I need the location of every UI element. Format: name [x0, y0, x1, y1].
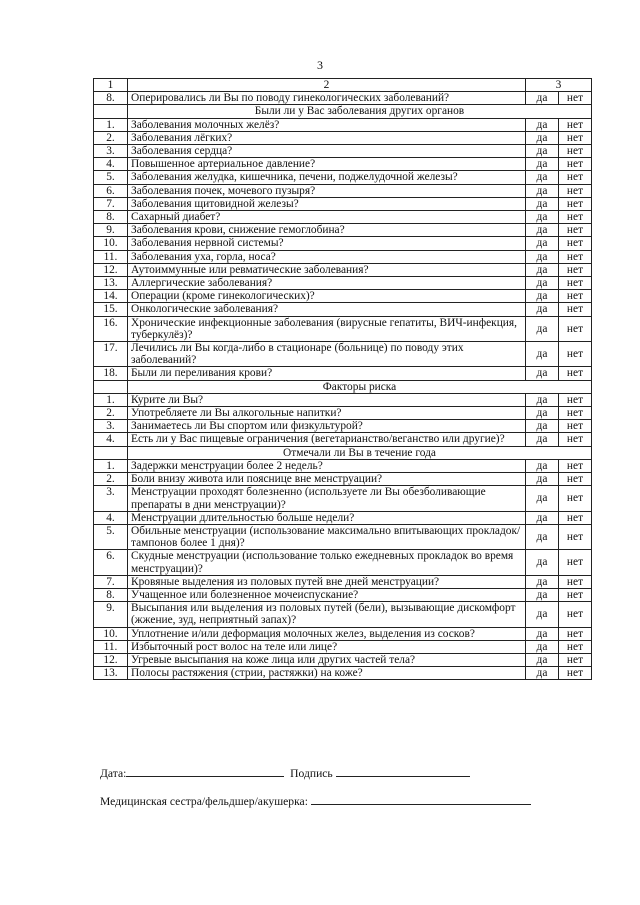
answer-yes[interactable]: да	[525, 92, 558, 105]
question-row	[94, 263, 592, 276]
nurse-line	[100, 793, 531, 808]
question-text: Обильные менструации (использование максимально впитывающих прокладок/тампонов более 1 дня)?	[128, 524, 526, 549]
question-number: 1.	[94, 118, 128, 131]
question-row	[94, 277, 592, 290]
question-number: 2.	[94, 473, 128, 486]
section-title-row	[94, 105, 592, 118]
answer-no[interactable]: нет	[558, 433, 591, 446]
answer-no[interactable]: нет	[558, 640, 591, 653]
question-number: 3.	[94, 420, 128, 433]
answer-no[interactable]: нет	[558, 263, 591, 276]
question-row	[94, 92, 592, 105]
answer-yes[interactable]: да	[525, 459, 558, 472]
answer-yes[interactable]: да	[525, 184, 558, 197]
question-number: 2.	[94, 131, 128, 144]
question-text: Учащенное или болезненное мочеиспускание?	[128, 588, 526, 601]
question-row	[94, 303, 592, 316]
question-number: 8.	[94, 92, 128, 105]
question-text: Хронические инфекционные заболевания (вирусные гепатиты, ВИЧ-инфекция, туберкулёз)?	[128, 316, 526, 341]
answer-yes[interactable]: да	[525, 367, 558, 380]
question-number: 15.	[94, 303, 128, 316]
answer-yes[interactable]: да	[525, 640, 558, 653]
question-row	[94, 118, 592, 131]
question-row	[94, 473, 592, 486]
question-row	[94, 588, 592, 601]
question-number: 9.	[94, 224, 128, 237]
answer-no[interactable]: нет	[558, 145, 591, 158]
answer-yes[interactable]: да	[525, 303, 558, 316]
answer-yes[interactable]: да	[525, 524, 558, 549]
question-text: Заболевания почек, мочевого пузыря?	[128, 184, 526, 197]
question-text: Уплотнение и/или деформация молочных желез, выделения из сосков?	[128, 627, 526, 640]
question-text: Занимаетесь ли Вы спортом или физкультурой?	[128, 420, 526, 433]
question-number: 1.	[94, 393, 128, 406]
signature-field[interactable]	[336, 765, 470, 777]
answer-no[interactable]: нет	[558, 92, 591, 105]
question-text: Заболевания сердца?	[128, 145, 526, 158]
section-title: Были ли у Вас заболевания других органов	[128, 105, 592, 118]
question-number: 18.	[94, 367, 128, 380]
answer-yes[interactable]: да	[525, 602, 558, 627]
question-row	[94, 459, 592, 472]
answer-yes[interactable]: да	[525, 197, 558, 210]
question-text: Аллергические заболевания?	[128, 277, 526, 290]
question-number: 16.	[94, 316, 128, 341]
answer-no[interactable]: нет	[558, 184, 591, 197]
question-row	[94, 393, 592, 406]
date-signature-line	[100, 765, 470, 780]
question-number: 8.	[94, 588, 128, 601]
question-row	[94, 171, 592, 184]
nurse-field[interactable]	[311, 793, 531, 805]
question-number: 4.	[94, 158, 128, 171]
question-text: Задержки менструации более 2 недель?	[128, 459, 526, 472]
question-number: 5.	[94, 524, 128, 549]
question-number: 12.	[94, 263, 128, 276]
signature-label: Подпись	[290, 767, 333, 780]
question-text: Повышенное артериальное давление?	[128, 158, 526, 171]
question-row	[94, 342, 592, 367]
answer-no[interactable]: нет	[558, 420, 591, 433]
answer-yes[interactable]: да	[525, 511, 558, 524]
question-text: Заболевания лёгких?	[128, 131, 526, 144]
section-title-row	[94, 380, 592, 393]
answer-yes[interactable]: да	[525, 393, 558, 406]
answer-yes[interactable]: да	[525, 224, 558, 237]
answer-yes[interactable]: да	[525, 433, 558, 446]
answer-no[interactable]: нет	[558, 303, 591, 316]
question-number: 5.	[94, 171, 128, 184]
question-number: 6.	[94, 550, 128, 575]
question-number: 4.	[94, 511, 128, 524]
question-text: Оперировались ли Вы по поводу гинекологических заболеваний?	[128, 92, 526, 105]
answer-no[interactable]: нет	[558, 588, 591, 601]
question-text: Боли внизу живота или пояснице вне менструации?	[128, 473, 526, 486]
answer-yes[interactable]: да	[525, 420, 558, 433]
answer-yes[interactable]: да	[525, 171, 558, 184]
question-number: 9.	[94, 602, 128, 627]
section-spacer	[94, 446, 128, 459]
question-number: 11.	[94, 250, 128, 263]
question-number: 10.	[94, 237, 128, 250]
question-text: Сахарный диабет?	[128, 211, 526, 224]
answer-yes[interactable]: да	[525, 237, 558, 250]
answer-no[interactable]: нет	[558, 277, 591, 290]
question-number: 14.	[94, 290, 128, 303]
answer-yes[interactable]: да	[525, 290, 558, 303]
answer-yes[interactable]: да	[525, 653, 558, 666]
answer-no[interactable]: нет	[558, 290, 591, 303]
question-text: Заболевания крови, снижение гемоглобина?	[128, 224, 526, 237]
answer-yes[interactable]: да	[525, 211, 558, 224]
question-row	[94, 197, 592, 210]
question-row	[94, 237, 592, 250]
answer-no[interactable]: нет	[558, 316, 591, 341]
question-row	[94, 486, 592, 511]
answer-yes[interactable]: да	[525, 118, 558, 131]
question-text: Высыпания или выделения из половых путей (бели), вызывающие дискомфорт (жжение, зуд, неприятный запах)?	[128, 602, 526, 627]
question-number: 13.	[94, 667, 128, 680]
question-row	[94, 575, 592, 588]
header-col2: 2	[128, 79, 526, 92]
question-text: Операции (кроме гинекологических)?	[128, 290, 526, 303]
question-row	[94, 407, 592, 420]
answer-no[interactable]: нет	[558, 342, 591, 367]
question-number: 3.	[94, 486, 128, 511]
answer-no[interactable]: нет	[558, 407, 591, 420]
question-text: Есть ли у Вас пищевые ограничения (вегетарианство/веганство или другие)?	[128, 433, 526, 446]
question-row	[94, 367, 592, 380]
question-number: 10.	[94, 627, 128, 640]
answer-no[interactable]: нет	[558, 550, 591, 575]
section-spacer	[94, 380, 128, 393]
header-col1: 1	[94, 79, 128, 92]
section-spacer	[94, 105, 128, 118]
answer-no[interactable]: нет	[558, 250, 591, 263]
question-text: Избыточный рост волос на теле или лице?	[128, 640, 526, 653]
date-field[interactable]	[126, 765, 284, 777]
question-text: Онкологические заболевания?	[128, 303, 526, 316]
question-row	[94, 511, 592, 524]
answer-yes[interactable]: да	[525, 486, 558, 511]
question-row	[94, 145, 592, 158]
answer-yes[interactable]: да	[525, 627, 558, 640]
question-number: 11.	[94, 640, 128, 653]
question-number: 3.	[94, 145, 128, 158]
answer-no[interactable]: нет	[558, 158, 591, 171]
question-text: Заболевания щитовидной железы?	[128, 197, 526, 210]
question-number: 13.	[94, 277, 128, 290]
answer-no[interactable]: нет	[558, 575, 591, 588]
answer-no[interactable]: нет	[558, 486, 591, 511]
header-row	[94, 79, 592, 92]
header-col3: 3	[525, 79, 591, 92]
question-number: 7.	[94, 197, 128, 210]
question-text: Полосы растяжения (стрии, растяжки) на коже?	[128, 667, 526, 680]
answer-yes[interactable]: да	[525, 145, 558, 158]
question-row	[94, 653, 592, 666]
answer-no[interactable]: нет	[558, 224, 591, 237]
answer-no[interactable]: нет	[558, 197, 591, 210]
answer-yes[interactable]: да	[525, 588, 558, 601]
answer-yes[interactable]: да	[525, 250, 558, 263]
question-number: 4.	[94, 433, 128, 446]
question-text: Скудные менструации (использование только ежедневных прокладок во время менструации)?	[128, 550, 526, 575]
question-text: Заболевания желудка, кишечника, печени, поджелудочной железы?	[128, 171, 526, 184]
question-text: Заболевания молочных желёз?	[128, 118, 526, 131]
question-row	[94, 131, 592, 144]
answer-yes[interactable]: да	[525, 342, 558, 367]
answer-no[interactable]: нет	[558, 367, 591, 380]
question-number: 12.	[94, 653, 128, 666]
answer-yes[interactable]: да	[525, 575, 558, 588]
question-row	[94, 211, 592, 224]
question-text: Аутоиммунные или ревматические заболевания?	[128, 263, 526, 276]
question-row	[94, 158, 592, 171]
nurse-label: Медицинская сестра/фельдшер/акушерка:	[100, 795, 308, 808]
question-number: 17.	[94, 342, 128, 367]
question-row	[94, 224, 592, 237]
question-number: 6.	[94, 184, 128, 197]
question-text: Менструации длительностью больше недели?	[128, 511, 526, 524]
question-row	[94, 250, 592, 263]
answer-no[interactable]: нет	[558, 171, 591, 184]
question-row	[94, 316, 592, 341]
question-text: Заболевания уха, горла, носа?	[128, 250, 526, 263]
question-text: Употребляете ли Вы алкогольные напитки?	[128, 407, 526, 420]
question-number: 7.	[94, 575, 128, 588]
question-row	[94, 602, 592, 627]
answer-no[interactable]: нет	[558, 459, 591, 472]
question-row	[94, 290, 592, 303]
question-number: 2.	[94, 407, 128, 420]
answer-yes[interactable]: да	[525, 473, 558, 486]
question-row	[94, 433, 592, 446]
question-row	[94, 550, 592, 575]
section-title: Факторы риска	[128, 380, 592, 393]
answer-yes[interactable]: да	[525, 263, 558, 276]
answer-yes[interactable]: да	[525, 550, 558, 575]
answer-no[interactable]: нет	[558, 653, 591, 666]
answer-yes[interactable]: да	[525, 158, 558, 171]
answer-yes[interactable]: да	[525, 131, 558, 144]
question-row	[94, 627, 592, 640]
answer-no[interactable]: нет	[558, 602, 591, 627]
answer-no[interactable]: нет	[558, 131, 591, 144]
question-number: 1.	[94, 459, 128, 472]
date-label: Дата:	[100, 767, 127, 780]
answer-yes[interactable]: да	[525, 316, 558, 341]
answer-no[interactable]: нет	[558, 118, 591, 131]
question-text: Менструации проходят болезненно (используете ли Вы обезболивающие препараты в дни менструации)?	[128, 486, 526, 511]
answer-yes[interactable]: да	[525, 277, 558, 290]
answer-no[interactable]: нет	[558, 524, 591, 549]
section-title-row	[94, 446, 592, 459]
question-text: Угревые высыпания на коже лица или других частей тела?	[128, 653, 526, 666]
answer-no[interactable]: нет	[558, 511, 591, 524]
page-number: 3	[317, 58, 323, 72]
answer-no[interactable]: нет	[558, 393, 591, 406]
section-title: Отмечали ли Вы в течение года	[128, 446, 592, 459]
answer-no[interactable]: нет	[558, 627, 591, 640]
answer-no[interactable]: нет	[558, 237, 591, 250]
answer-no[interactable]: нет	[558, 667, 591, 680]
question-row	[94, 640, 592, 653]
question-text: Заболевания нервной системы?	[128, 237, 526, 250]
answer-no[interactable]: нет	[558, 211, 591, 224]
question-row	[94, 667, 592, 680]
question-row	[94, 184, 592, 197]
question-text: Кровяные выделения из половых путей вне дней менструации?	[128, 575, 526, 588]
question-row	[94, 524, 592, 549]
question-number: 8.	[94, 211, 128, 224]
questionnaire-table	[93, 78, 592, 680]
answer-no[interactable]: нет	[558, 473, 591, 486]
answer-yes[interactable]: да	[525, 407, 558, 420]
question-text: Были ли переливания крови?	[128, 367, 526, 380]
answer-yes[interactable]: да	[525, 667, 558, 680]
question-text: Курите ли Вы?	[128, 393, 526, 406]
question-row	[94, 420, 592, 433]
question-text: Лечились ли Вы когда-либо в стационаре (больнице) по поводу этих заболеваний?	[128, 342, 526, 367]
